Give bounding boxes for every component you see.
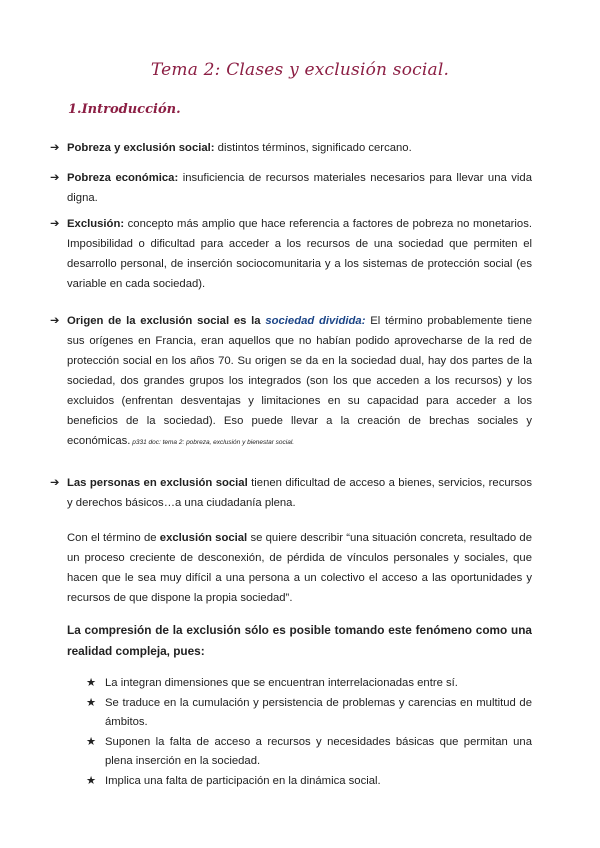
item-text: concepto más amplio que hace referencia a factores de pobreza no monetarios. Imposibilidad o dificultad para acceder a los recursos de una sociedad que permiten el desarrollo personal, de inserción sociocomunitaria y a los sistemas de protección social (es variable en cada sociedad). xyxy=(67,218,532,290)
list-item xyxy=(50,214,532,294)
list-item xyxy=(50,311,532,453)
section-heading: 1.Introducción. xyxy=(68,102,181,117)
arrow-icon: ➔ xyxy=(50,477,60,489)
bullet-list xyxy=(86,674,532,792)
item-text: distintos términos, significado cercano. xyxy=(214,142,412,154)
star-icon: ★ xyxy=(86,697,97,709)
list-item xyxy=(50,168,532,208)
arrow-icon: ➔ xyxy=(50,315,60,327)
star-icon: ★ xyxy=(86,775,97,787)
arrow-icon: ➔ xyxy=(50,172,60,184)
item-text: insuficiencia de recursos materiales necesarios para llevar una vida digna. xyxy=(67,172,532,204)
bullet-text: Se traduce en la cumulación y persistencia de problemas y carencias en multitud de ámbitos. xyxy=(105,697,532,728)
bullet-item xyxy=(86,694,532,732)
definition-text: se quiere describir “una situación concreta, resultado de un proceso creciente de desconexión, de pérdida de vínculos personales y sociales, que hacen que le sea muy difícil a una persona a un colectivo el acceso a las oportunidades y recursos de que dispone la propia sociedad”. xyxy=(67,532,532,604)
bullet-text: Suponen la falta de acceso a recursos y necesidades básicas que permitan una plena inserción en la sociedad. xyxy=(105,736,532,767)
item-term: Origen de la exclusión social es la xyxy=(67,315,266,327)
bullet-text: La integran dimensiones que se encuentran interrelacionadas entre sí. xyxy=(105,677,458,689)
arrow-icon: ➔ xyxy=(50,218,60,230)
bullet-item xyxy=(86,772,532,791)
star-icon: ★ xyxy=(86,736,97,748)
item-term: Exclusión: xyxy=(67,218,125,230)
bullet-item xyxy=(86,674,532,693)
definition-paragraph xyxy=(67,528,532,608)
bullet-item xyxy=(86,733,532,771)
bullet-text: Implica una falta de participación en la dinámica social. xyxy=(105,775,381,787)
item-term: Pobreza económica: xyxy=(67,172,179,184)
item-text: El término probablemente tiene sus orígenes en Francia, eran aquellos que no habían podido aprovecharse de la red de protección social en los años 70. Su origen se da en la sociedad dual, hay dos partes de la sociedad, dos grandes grupos los integrados (son los que acceden a los recursos) y los excluidos (enfrentan desventajas y limitaciones en su capacidad para acceder a los beneficios de la sociedad). Eso puede llevar a la creación de brechas sociales y económicas. xyxy=(67,315,532,447)
definition-prefix: Con el término de xyxy=(67,532,160,544)
item-term: Las personas en exclusión social xyxy=(67,477,248,489)
item-term: Pobreza y exclusión social: xyxy=(67,142,215,154)
item-reference: p331 doc: tema 2: pobreza, exclusión y bienestar social. xyxy=(130,439,295,446)
list-item xyxy=(50,473,532,513)
document-title: Tema 2: Clases y exclusión social. xyxy=(150,60,450,80)
item-emphasis: sociedad dividida: xyxy=(265,315,366,327)
arrow-icon: ➔ xyxy=(50,142,60,154)
star-icon: ★ xyxy=(86,677,97,689)
complex-intro: La compresión de la exclusión sólo es posible tomando este fenómeno como una realidad compleja, pues: xyxy=(67,623,532,658)
list-item xyxy=(50,138,532,158)
item-text: tienen dificultad de acceso a bienes, servicios, recursos y derechos básicos…a una ciudadanía plena. xyxy=(67,477,532,509)
definition-term: exclusión social xyxy=(159,532,248,544)
